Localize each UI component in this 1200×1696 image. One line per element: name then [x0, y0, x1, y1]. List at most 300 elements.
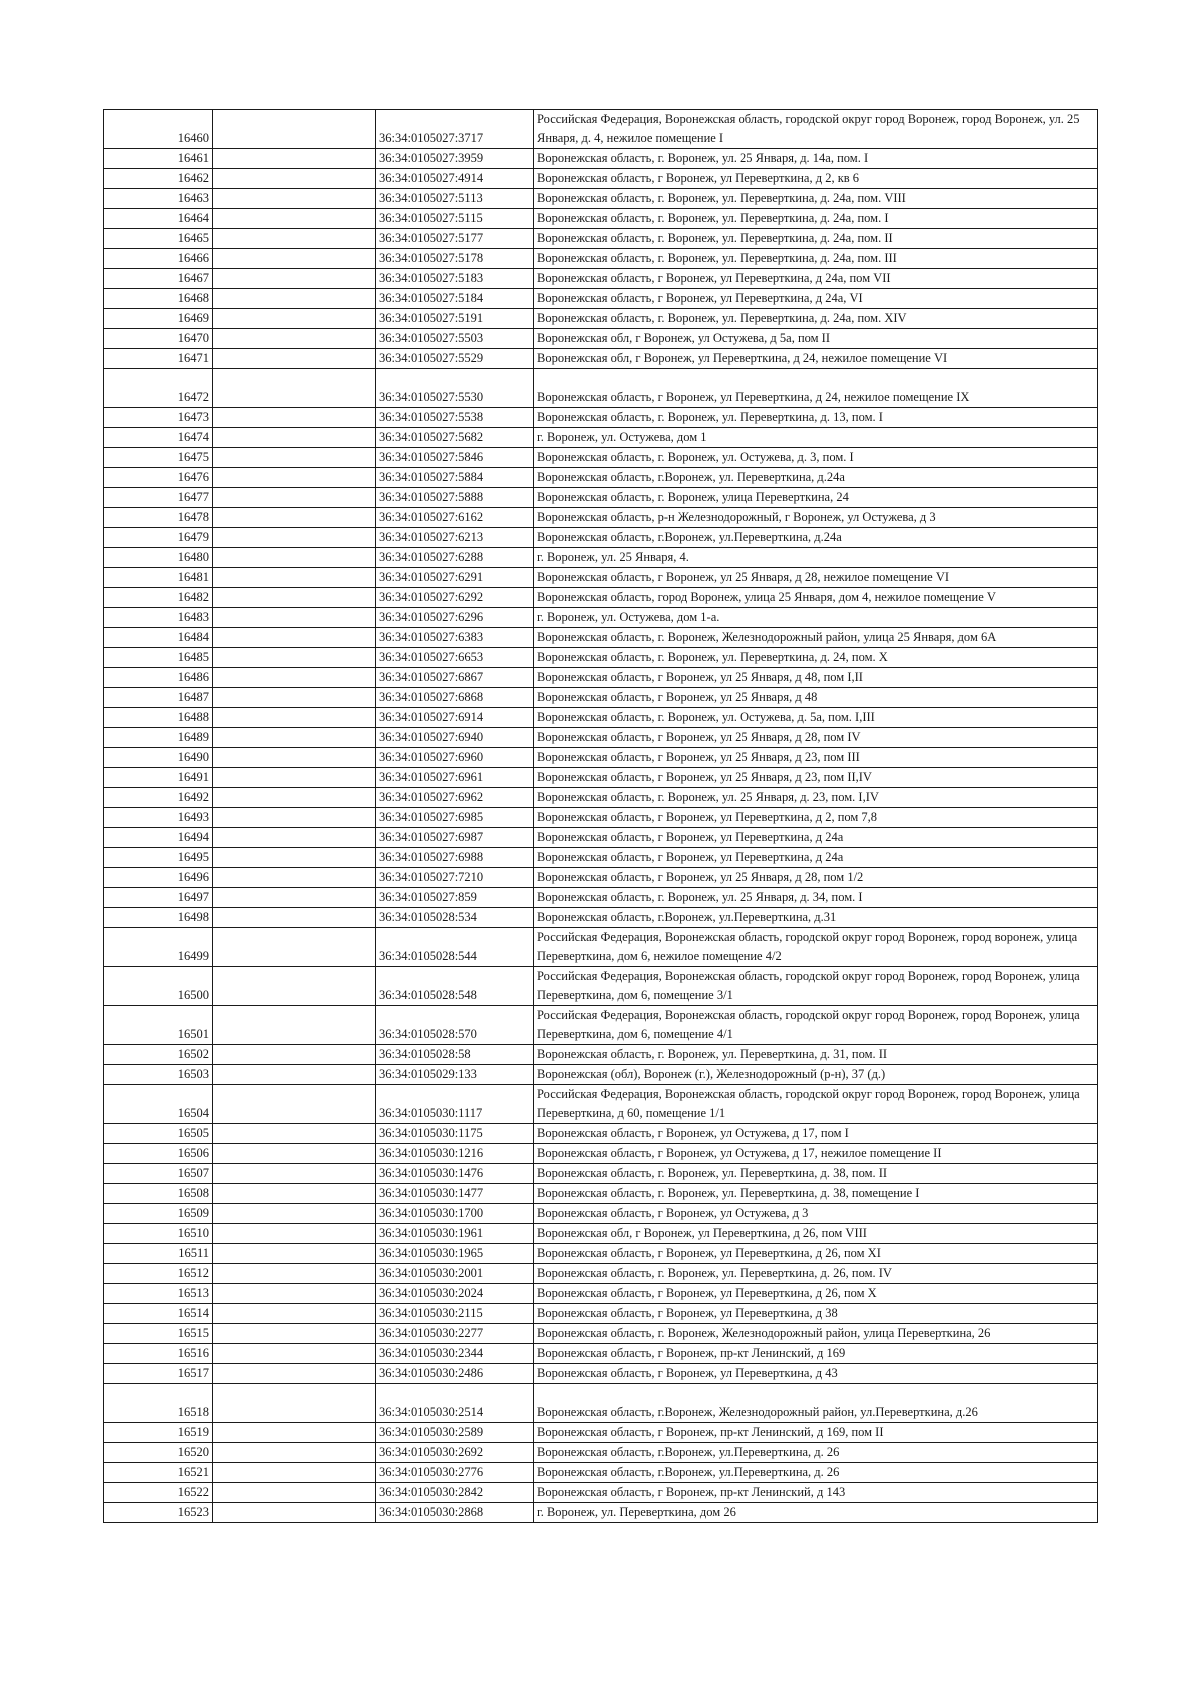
address: Воронежская область, г Воронеж, ул 25 Января, д 28, пом 1/2: [534, 868, 1098, 888]
cadastral-number: 36:34:0105027:6213: [376, 528, 534, 548]
table-row: [104, 508, 1098, 528]
address: Российская Федерация, Воронежская область, городской округ город Воронеж, город Воронеж, улица Переверткина, дом 6, помещение 3/1: [534, 967, 1098, 1006]
address: Воронежская область, г. Воронеж, ул. Переверткина, д. 38, помещение I: [534, 1184, 1098, 1204]
address: Воронежская обл, г Воронеж, ул Остужева, д 5а, пом II: [534, 329, 1098, 349]
empty-cell: [213, 209, 376, 229]
address: Воронежская область, г Воронеж, ул Переверткина, д 24а, пом VII: [534, 269, 1098, 289]
address: Российская Федерация, Воронежская область, городской округ город Воронеж, город Воронеж, ул. 25 Января, д. 4, нежилое помещение I: [534, 110, 1098, 149]
empty-cell: [213, 428, 376, 448]
cadastral-number: 36:34:0105029:133: [376, 1065, 534, 1085]
cadastral-number: 36:34:0105027:5183: [376, 269, 534, 289]
row-number: 16471: [104, 349, 213, 369]
row-number: 16466: [104, 249, 213, 269]
cadastral-number: 36:34:0105027:6914: [376, 708, 534, 728]
address: Воронежская область, г Воронеж, ул Переверткина, д 2, кв 6: [534, 169, 1098, 189]
address: Воронежская область, г Воронеж, ул Переверткина, д 2, пом 7,8: [534, 808, 1098, 828]
address: Воронежская область, город Воронеж, улица 25 Января, дом 4, нежилое помещение V: [534, 588, 1098, 608]
table-row: [104, 668, 1098, 688]
empty-cell: [213, 349, 376, 369]
address: Воронежская область, г Воронеж, ул Переверткина, д 24, нежилое помещение IX: [534, 369, 1098, 408]
row-number: 16482: [104, 588, 213, 608]
row-number: 16493: [104, 808, 213, 828]
row-number: 16490: [104, 748, 213, 768]
table-row: [104, 1364, 1098, 1384]
cadastral-number: 36:34:0105030:1965: [376, 1244, 534, 1264]
cadastral-number: 36:34:0105027:6383: [376, 628, 534, 648]
row-number: 16523: [104, 1503, 213, 1523]
row-number: 16460: [104, 110, 213, 149]
table-row: [104, 169, 1098, 189]
empty-cell: [213, 1443, 376, 1463]
empty-cell: [213, 1324, 376, 1344]
empty-cell: [213, 1264, 376, 1284]
empty-cell: [213, 848, 376, 868]
cadastral-number: 36:34:0105027:5178: [376, 249, 534, 269]
cadastral-number: 36:34:0105027:5113: [376, 189, 534, 209]
cadastral-number: 36:34:0105027:5184: [376, 289, 534, 309]
row-number: 16470: [104, 329, 213, 349]
cadastral-number: 36:34:0105027:5888: [376, 488, 534, 508]
table-row: [104, 189, 1098, 209]
address: Воронежская область, г Воронеж, ул Переверткина, д 38: [534, 1304, 1098, 1324]
cadastral-number: 36:34:0105030:1961: [376, 1224, 534, 1244]
row-number: 16520: [104, 1443, 213, 1463]
row-number: 16513: [104, 1284, 213, 1304]
address: Воронежская область, г Воронеж, ул Переверткина, д 24а, VI: [534, 289, 1098, 309]
table-row: [104, 588, 1098, 608]
cadastral-number: 36:34:0105027:6961: [376, 768, 534, 788]
cadastral-number: 36:34:0105030:2514: [376, 1384, 534, 1423]
table-row: [104, 808, 1098, 828]
row-number: 16511: [104, 1244, 213, 1264]
address: Воронежская область, г Воронеж, ул 25 Января, д 28, нежилое помещение VI: [534, 568, 1098, 588]
cadastral-number: 36:34:0105027:6653: [376, 648, 534, 668]
empty-cell: [213, 289, 376, 309]
empty-cell: [213, 169, 376, 189]
address: Воронежская область, г. Воронеж, ул. Переверткина, д. 24а, пом. XIV: [534, 309, 1098, 329]
address: Воронежская область, г. Воронеж, ул. 25 Января, д. 34, пом. I: [534, 888, 1098, 908]
empty-cell: [213, 269, 376, 289]
table-row: [104, 1423, 1098, 1443]
table-row: [104, 548, 1098, 568]
table-row: [104, 967, 1098, 1006]
empty-cell: [213, 468, 376, 488]
empty-cell: [213, 1006, 376, 1045]
address: Воронежская область, г. Воронеж, ул. Переверткина, д. 24а, пом. VIII: [534, 189, 1098, 209]
row-number: 16496: [104, 868, 213, 888]
address: Воронежская область, г. Воронеж, ул. Остужева, д. 3, пом. I: [534, 448, 1098, 468]
cadastral-number: 36:34:0105030:2692: [376, 1443, 534, 1463]
table-row: [104, 628, 1098, 648]
row-number: 16476: [104, 468, 213, 488]
cadastral-number: 36:34:0105030:1175: [376, 1124, 534, 1144]
row-number: 16515: [104, 1324, 213, 1344]
row-number: 16495: [104, 848, 213, 868]
row-number: 16462: [104, 169, 213, 189]
address: г. Воронеж, ул. Переверткина, дом 26: [534, 1503, 1098, 1523]
empty-cell: [213, 588, 376, 608]
cadastral-number: 36:34:0105027:6292: [376, 588, 534, 608]
empty-cell: [213, 369, 376, 408]
table-row: [104, 1443, 1098, 1463]
row-number: 16474: [104, 428, 213, 448]
cadastral-number: 36:34:0105027:5115: [376, 209, 534, 229]
empty-cell: [213, 1284, 376, 1304]
table-row: [104, 1344, 1098, 1364]
row-number: 16481: [104, 568, 213, 588]
table-row: [104, 1045, 1098, 1065]
address: г. Воронеж, ул. Остужева, дом 1-а.: [534, 608, 1098, 628]
row-number: 16505: [104, 1124, 213, 1144]
address: Воронежская область, г.Воронеж, Железнодорожный район, ул.Переверткина, д.26: [534, 1384, 1098, 1423]
cadastral-number: 36:34:0105027:5884: [376, 468, 534, 488]
address: Воронежская область, г Воронеж, ул Переверткина, д 24а: [534, 848, 1098, 868]
empty-cell: [213, 608, 376, 628]
address: Воронежская область, г.Воронеж, ул.Переверткина, д.31: [534, 908, 1098, 928]
cadastral-number: 36:34:0105030:2115: [376, 1304, 534, 1324]
address: Воронежская область, г.Воронеж, ул. Переверткина, д.24а: [534, 468, 1098, 488]
table-row: [104, 1503, 1098, 1523]
row-number: 16500: [104, 967, 213, 1006]
row-number: 16479: [104, 528, 213, 548]
address: Воронежская область, г. Воронеж, Железнодорожный район, улица 25 Января, дом 6А: [534, 628, 1098, 648]
table-row: [104, 608, 1098, 628]
address: Воронежская (обл), Воронеж (г.), Железнодорожный (р-н), 37 (д.): [534, 1065, 1098, 1085]
empty-cell: [213, 508, 376, 528]
row-number: 16521: [104, 1463, 213, 1483]
table-row: [104, 309, 1098, 329]
cadastral-number: 36:34:0105027:6162: [376, 508, 534, 528]
table-row: [104, 468, 1098, 488]
row-number: 16489: [104, 728, 213, 748]
empty-cell: [213, 110, 376, 149]
empty-cell: [213, 229, 376, 249]
table-row: [104, 728, 1098, 748]
table-row: [104, 1164, 1098, 1184]
row-number: 16467: [104, 269, 213, 289]
cadastral-number: 36:34:0105027:6987: [376, 828, 534, 848]
cadastral-number: 36:34:0105030:2776: [376, 1463, 534, 1483]
cadastral-number: 36:34:0105027:5846: [376, 448, 534, 468]
address: Воронежская область, г Воронеж, пр-кт Ленинский, д 143: [534, 1483, 1098, 1503]
empty-cell: [213, 1483, 376, 1503]
empty-cell: [213, 1344, 376, 1364]
table-row: [104, 1324, 1098, 1344]
row-number: 16499: [104, 928, 213, 967]
row-number: 16522: [104, 1483, 213, 1503]
cadastral-number: 36:34:0105027:5530: [376, 369, 534, 408]
table-row: [104, 1264, 1098, 1284]
table-row: [104, 748, 1098, 768]
address: Воронежская область, г. Воронеж, улица Переверткина, 24: [534, 488, 1098, 508]
empty-cell: [213, 828, 376, 848]
table-row: [104, 1304, 1098, 1324]
empty-cell: [213, 648, 376, 668]
address: Воронежская область, р-н Железнодорожный, г Воронеж, ул Остужева, д 3: [534, 508, 1098, 528]
address: Воронежская область, г Воронеж, пр-кт Ленинский, д 169: [534, 1344, 1098, 1364]
cadastral-number: 36:34:0105030:1216: [376, 1144, 534, 1164]
row-number: 16512: [104, 1264, 213, 1284]
empty-cell: [213, 628, 376, 648]
address: Воронежская область, г.Воронеж, ул.Переверткина, д. 26: [534, 1463, 1098, 1483]
table-row: [104, 828, 1098, 848]
empty-cell: [213, 928, 376, 967]
address: Российская Федерация, Воронежская область, городской округ город Воронеж, город воронеж, улица Переверткина, дом 6, нежилое помещение 4/2: [534, 928, 1098, 967]
address: г. Воронеж, ул. Остужева, дом 1: [534, 428, 1098, 448]
row-number: 16506: [104, 1144, 213, 1164]
table-row: [104, 249, 1098, 269]
address: Воронежская область, г. Воронеж, ул. Остужева, д. 5а, пом. I,III: [534, 708, 1098, 728]
address: г. Воронеж, ул. 25 Января, 4.: [534, 548, 1098, 568]
cadastral-number: 36:34:0105027:6288: [376, 548, 534, 568]
row-number: 16480: [104, 548, 213, 568]
row-number: 16503: [104, 1065, 213, 1085]
row-number: 16485: [104, 648, 213, 668]
row-number: 16516: [104, 1344, 213, 1364]
address: Воронежская область, г. Воронеж, ул. Переверткина, д. 26, пом. IV: [534, 1264, 1098, 1284]
row-number: 16488: [104, 708, 213, 728]
empty-cell: [213, 1144, 376, 1164]
empty-cell: [213, 1423, 376, 1443]
cadastral-number: 36:34:0105030:1476: [376, 1164, 534, 1184]
table-row: [104, 369, 1098, 408]
cadastral-number: 36:34:0105027:6962: [376, 788, 534, 808]
table-row: [104, 448, 1098, 468]
empty-cell: [213, 868, 376, 888]
row-number: 16492: [104, 788, 213, 808]
cadastral-number: 36:34:0105030:2344: [376, 1344, 534, 1364]
address: Воронежская область, г Воронеж, ул 25 Января, д 48: [534, 688, 1098, 708]
empty-cell: [213, 728, 376, 748]
address: Воронежская область, г. Воронеж, ул. 25 Января, д. 23, пом. I,IV: [534, 788, 1098, 808]
table-body: [104, 110, 1098, 1523]
empty-cell: [213, 908, 376, 928]
table-row: [104, 1244, 1098, 1264]
table-row: [104, 848, 1098, 868]
cadastral-number: 36:34:0105027:3717: [376, 110, 534, 149]
table-row: [104, 488, 1098, 508]
cadastral-number: 36:34:0105028:544: [376, 928, 534, 967]
empty-cell: [213, 249, 376, 269]
address: Воронежская область, г Воронеж, пр-кт Ленинский, д 169, пом II: [534, 1423, 1098, 1443]
empty-cell: [213, 528, 376, 548]
address: Воронежская область, г Воронеж, ул Остужева, д 17, нежилое помещение II: [534, 1144, 1098, 1164]
row-number: 16472: [104, 369, 213, 408]
address: Воронежская обл, г Воронеж, ул Переверткина, д 26, пом VIII: [534, 1224, 1098, 1244]
row-number: 16519: [104, 1423, 213, 1443]
table-row: [104, 209, 1098, 229]
row-number: 16507: [104, 1164, 213, 1184]
table-row: [104, 1124, 1098, 1144]
empty-cell: [213, 1204, 376, 1224]
table-row: [104, 1204, 1098, 1224]
address: Воронежская область, г Воронеж, ул Переверткина, д 26, пом X: [534, 1284, 1098, 1304]
cadastral-number: 36:34:0105027:5503: [376, 329, 534, 349]
table-row: [104, 908, 1098, 928]
cadastral-number: 36:34:0105027:6296: [376, 608, 534, 628]
row-number: 16465: [104, 229, 213, 249]
cadastral-number: 36:34:0105027:4914: [376, 169, 534, 189]
address: Воронежская область, г. Воронеж, ул. Переверткина, д. 31, пом. II: [534, 1045, 1098, 1065]
row-number: 16504: [104, 1085, 213, 1124]
row-number: 16508: [104, 1184, 213, 1204]
cadastral-number: 36:34:0105028:534: [376, 908, 534, 928]
address: Воронежская область, г. Воронеж, ул. Переверткина, д. 24, пом. X: [534, 648, 1098, 668]
table-row: [104, 1384, 1098, 1423]
cadastral-number: 36:34:0105030:2486: [376, 1364, 534, 1384]
row-number: 16469: [104, 309, 213, 329]
table-row: [104, 688, 1098, 708]
address: Воронежская область, г. Воронеж, Железнодорожный район, улица Переверткина, 26: [534, 1324, 1098, 1344]
table-row: [104, 868, 1098, 888]
row-number: 16502: [104, 1045, 213, 1065]
table-row: [104, 289, 1098, 309]
address: Воронежская область, г Воронеж, ул Остужева, д 3: [534, 1204, 1098, 1224]
cadastral-number: 36:34:0105030:2277: [376, 1324, 534, 1344]
address: Воронежская область, г Воронеж, ул 25 Января, д 28, пом IV: [534, 728, 1098, 748]
row-number: 16461: [104, 149, 213, 169]
row-number: 16487: [104, 688, 213, 708]
row-number: 16501: [104, 1006, 213, 1045]
cadastral-number: 36:34:0105030:2024: [376, 1284, 534, 1304]
row-number: 16498: [104, 908, 213, 928]
empty-cell: [213, 1244, 376, 1264]
address: Воронежская область, г. Воронеж, ул. Переверткина, д. 24а, пом. I: [534, 209, 1098, 229]
address: Воронежская область, г. Воронеж, ул. Переверткина, д. 38, пом. II: [534, 1164, 1098, 1184]
empty-cell: [213, 1463, 376, 1483]
row-number: 16464: [104, 209, 213, 229]
cadastral-number: 36:34:0105027:5191: [376, 309, 534, 329]
cadastral-number: 36:34:0105027:5177: [376, 229, 534, 249]
cadastral-number: 36:34:0105030:2868: [376, 1503, 534, 1523]
empty-cell: [213, 708, 376, 728]
table-row: [104, 1085, 1098, 1124]
cadastral-number: 36:34:0105027:859: [376, 888, 534, 908]
row-number: 16463: [104, 189, 213, 209]
cadastral-number: 36:34:0105030:2001: [376, 1264, 534, 1284]
empty-cell: [213, 1065, 376, 1085]
property-register-table: [103, 109, 1098, 1523]
row-number: 16484: [104, 628, 213, 648]
address: Воронежская область, г Воронеж, ул 25 Января, д 23, пом II,IV: [534, 768, 1098, 788]
address: Воронежская область, г. Воронеж, ул. Переверткина, д. 13, пом. I: [534, 408, 1098, 428]
table-row: [104, 1284, 1098, 1304]
address: Российская Федерация, Воронежская область, городской округ город Воронеж, город Воронеж, улица Переверткина, д 60, помещение 1/1: [534, 1085, 1098, 1124]
empty-cell: [213, 548, 376, 568]
cadastral-number: 36:34:0105028:58: [376, 1045, 534, 1065]
cadastral-number: 36:34:0105030:1117: [376, 1085, 534, 1124]
row-number: 16475: [104, 448, 213, 468]
empty-cell: [213, 1304, 376, 1324]
cadastral-number: 36:34:0105027:6868: [376, 688, 534, 708]
table-row: [104, 1483, 1098, 1503]
empty-cell: [213, 768, 376, 788]
cadastral-number: 36:34:0105027:5538: [376, 408, 534, 428]
row-number: 16478: [104, 508, 213, 528]
cadastral-number: 36:34:0105027:6940: [376, 728, 534, 748]
empty-cell: [213, 1184, 376, 1204]
table-row: [104, 648, 1098, 668]
row-number: 16468: [104, 289, 213, 309]
address: Воронежская область, г. Воронеж, ул. Переверткина, д. 24а, пом. III: [534, 249, 1098, 269]
empty-cell: [213, 1124, 376, 1144]
table-row: [104, 788, 1098, 808]
empty-cell: [213, 1045, 376, 1065]
empty-cell: [213, 1164, 376, 1184]
table-row: [104, 1144, 1098, 1164]
address: Воронежская область, г.Воронеж, ул.Переверткина, д. 26: [534, 1443, 1098, 1463]
table-row: [104, 1065, 1098, 1085]
row-number: 16483: [104, 608, 213, 628]
table-row: [104, 149, 1098, 169]
empty-cell: [213, 1085, 376, 1124]
empty-cell: [213, 788, 376, 808]
address: Воронежская область, г. Воронеж, ул. Переверткина, д. 24а, пом. II: [534, 229, 1098, 249]
table-row: [104, 408, 1098, 428]
row-number: 16517: [104, 1364, 213, 1384]
empty-cell: [213, 408, 376, 428]
address: Воронежская область, г Воронеж, ул Переверткина, д 26, пом XI: [534, 1244, 1098, 1264]
cadastral-number: 36:34:0105027:6988: [376, 848, 534, 868]
cadastral-number: 36:34:0105027:7210: [376, 868, 534, 888]
table-row: [104, 1224, 1098, 1244]
empty-cell: [213, 309, 376, 329]
table-row: [104, 329, 1098, 349]
address: Российская Федерация, Воронежская область, городской округ город Воронеж, город Воронеж, улица Переверткина, дом 6, помещение 4/1: [534, 1006, 1098, 1045]
address: Воронежская область, г Воронеж, ул Переверткина, д 43: [534, 1364, 1098, 1384]
table-row: [104, 528, 1098, 548]
row-number: 16510: [104, 1224, 213, 1244]
empty-cell: [213, 688, 376, 708]
cadastral-number: 36:34:0105027:6960: [376, 748, 534, 768]
empty-cell: [213, 149, 376, 169]
row-number: 16486: [104, 668, 213, 688]
table-row: [104, 1184, 1098, 1204]
address: Воронежская область, г Воронеж, ул 25 Января, д 23, пом III: [534, 748, 1098, 768]
cadastral-number: 36:34:0105030:1700: [376, 1204, 534, 1224]
table-row: [104, 768, 1098, 788]
table-row: [104, 928, 1098, 967]
empty-cell: [213, 967, 376, 1006]
cadastral-number: 36:34:0105027:6985: [376, 808, 534, 828]
cadastral-number: 36:34:0105027:6867: [376, 668, 534, 688]
empty-cell: [213, 448, 376, 468]
empty-cell: [213, 808, 376, 828]
empty-cell: [213, 1224, 376, 1244]
table-row: [104, 568, 1098, 588]
table-row: [104, 888, 1098, 908]
address: Воронежская область, г. Воронеж, ул. 25 Января, д. 14а, пом. I: [534, 149, 1098, 169]
table-row: [104, 229, 1098, 249]
empty-cell: [213, 668, 376, 688]
row-number: 16514: [104, 1304, 213, 1324]
address: Воронежская область, г.Воронеж, ул.Переверткина, д.24а: [534, 528, 1098, 548]
address: Воронежская область, г Воронеж, ул Остужева, д 17, пом I: [534, 1124, 1098, 1144]
empty-cell: [213, 329, 376, 349]
cadastral-number: 36:34:0105028:548: [376, 967, 534, 1006]
row-number: 16518: [104, 1384, 213, 1423]
cadastral-number: 36:34:0105027:6291: [376, 568, 534, 588]
empty-cell: [213, 748, 376, 768]
cadastral-number: 36:34:0105027:5682: [376, 428, 534, 448]
empty-cell: [213, 888, 376, 908]
table-row: [104, 428, 1098, 448]
table-row: [104, 1006, 1098, 1045]
table-row: [104, 269, 1098, 289]
table-row: [104, 708, 1098, 728]
row-number: 16473: [104, 408, 213, 428]
row-number: 16491: [104, 768, 213, 788]
